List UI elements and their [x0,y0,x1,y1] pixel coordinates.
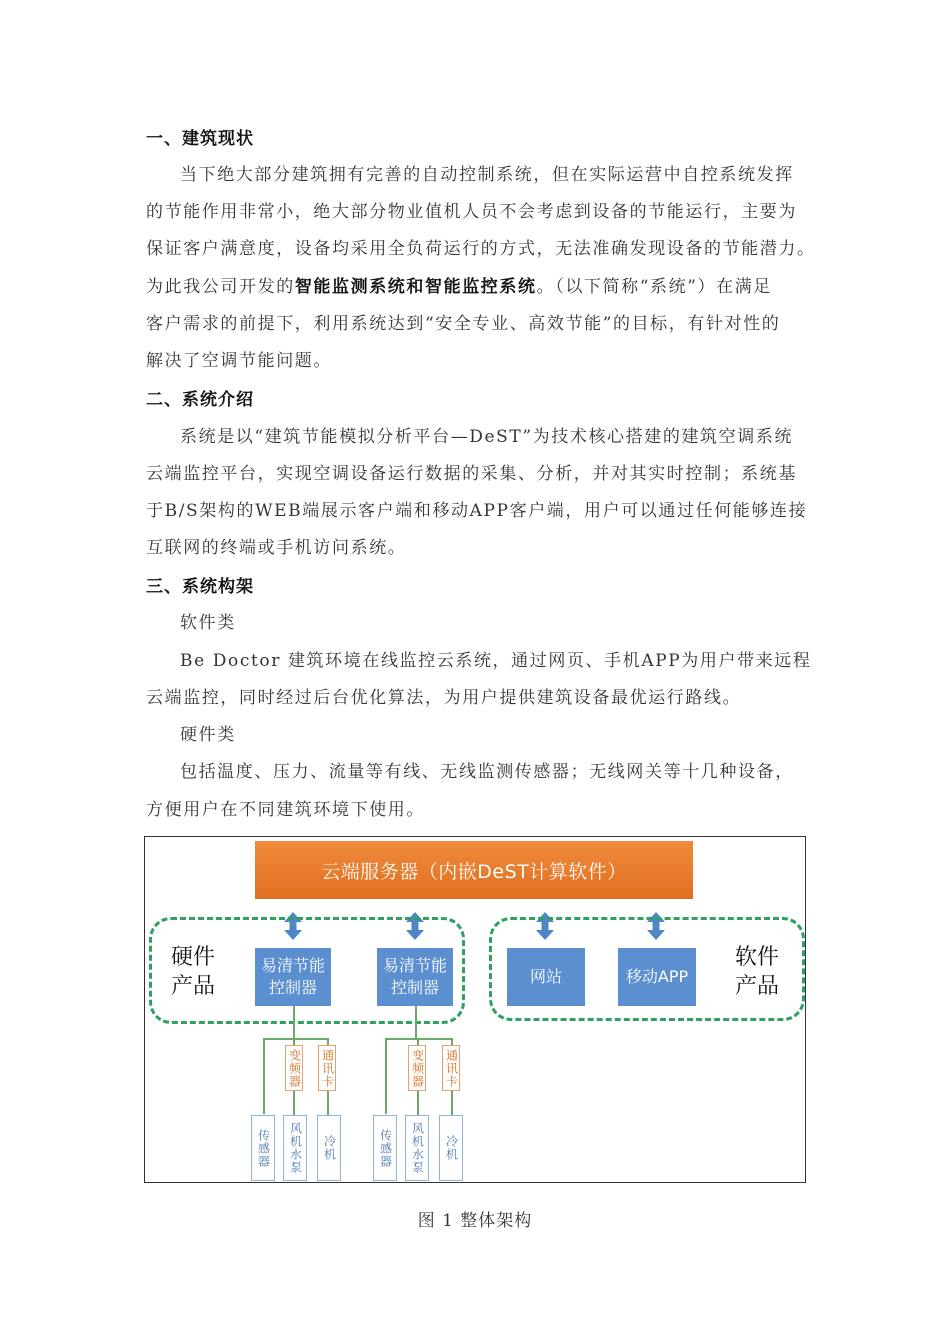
vfd-box: 变频器 [285,1045,303,1091]
website-box: 网站 [507,948,585,1006]
cloud-server-box: 云端服务器（内嵌DeST计算软件） [255,841,693,899]
paragraph-line: 云端监控，同时经过后台优化算法，为用户提供建筑设备最优运行路线。 [146,688,742,708]
connector-line [263,1038,327,1040]
paragraph-line [146,272,772,297]
paragraph-line: 云端监控平台，实现空调设备运行数据的采集、分析，并对其实时控制；系统基 [146,464,797,484]
paragraph-line: 互联网的终端或手机访问系统。 [146,538,407,558]
paragraph-line: 客户需求的前提下，利用系统达到“安全专业、高效节能”的目标，有针对性的 [146,314,781,334]
connector-line [327,1091,329,1115]
text-run: 。（以下简称“系统”）在满足 [536,277,772,297]
section-heading-3: 三、系统构架 [146,577,254,597]
comm-card-box: 通讯卡 [442,1045,460,1091]
fan-pump-box: 风机水泵 [283,1115,307,1181]
paragraph-line: 系统是以“建筑节能模拟分析平台—DeST”为技术核心搭建的建筑空调系统 [180,427,794,447]
paragraph-line: 于B/S架构的WEB端展示客户端和移动APP客户端，用户可以通过任何能够连接 [146,501,808,521]
subheading-software: 软件类 [180,613,236,633]
text-run: 为此我公司开发的 [146,277,295,297]
software-product-label: 软件 产品 [735,945,780,999]
section-heading-2: 二、系统介绍 [146,390,254,410]
section-heading-1: 一、建筑现状 [146,129,254,149]
sensor-box: 传感器 [373,1115,397,1181]
connector-line [385,1038,387,1114]
connector-line [293,1006,295,1040]
connector-line [293,1091,295,1115]
paragraph-line: 当下绝大部分建筑拥有完善的自动控制系统，但在实际运营中自控系统发挥 [180,165,794,185]
bold-system-name: 智能监测系统和智能监控系统 [294,277,537,297]
chiller-box: 冷机 [439,1115,463,1181]
paragraph-line: 方便用户在不同建筑环境下使用。 [146,800,425,820]
paragraph-line: 的节能作用非常小，绝大部分物业值机人员不会考虑到设备的节能运行，主要为 [146,202,797,222]
paragraph-line: 保证客户满意度，设备均采用全负荷运行的方式，无法准确发现设备的节能潜力。 [146,239,816,259]
architecture-diagram [144,836,806,1183]
connector-line [451,1091,453,1115]
connector-line [415,1006,417,1040]
mobile-app-box: 移动APP [618,948,696,1006]
sensor-box: 传感器 [251,1115,275,1181]
paragraph-line: 解决了空调节能问题。 [146,351,332,371]
hardware-product-label: 硬件 产品 [171,945,216,999]
connector-line [417,1091,419,1115]
controller-box-2: 易清节能 控制器 [377,948,453,1006]
controller-box-1: 易清节能 控制器 [255,948,331,1006]
vfd-box: 变频器 [408,1045,426,1091]
figure-caption: 图 1 整体架构 [417,1211,533,1231]
paragraph-line: Be Doctor 建筑环境在线监控云系统，通过网页、手机APP为用户带来远程 [180,651,812,671]
connector-line [263,1038,265,1114]
comm-card-box: 通讯卡 [318,1045,336,1091]
paragraph-line: 包括温度、压力、流量等有线、无线监测传感器；无线网关等十几种设备， [180,762,794,782]
subheading-hardware: 硬件类 [180,725,236,745]
chiller-box: 冷机 [317,1115,341,1181]
fan-pump-box: 风机水泵 [405,1115,429,1181]
